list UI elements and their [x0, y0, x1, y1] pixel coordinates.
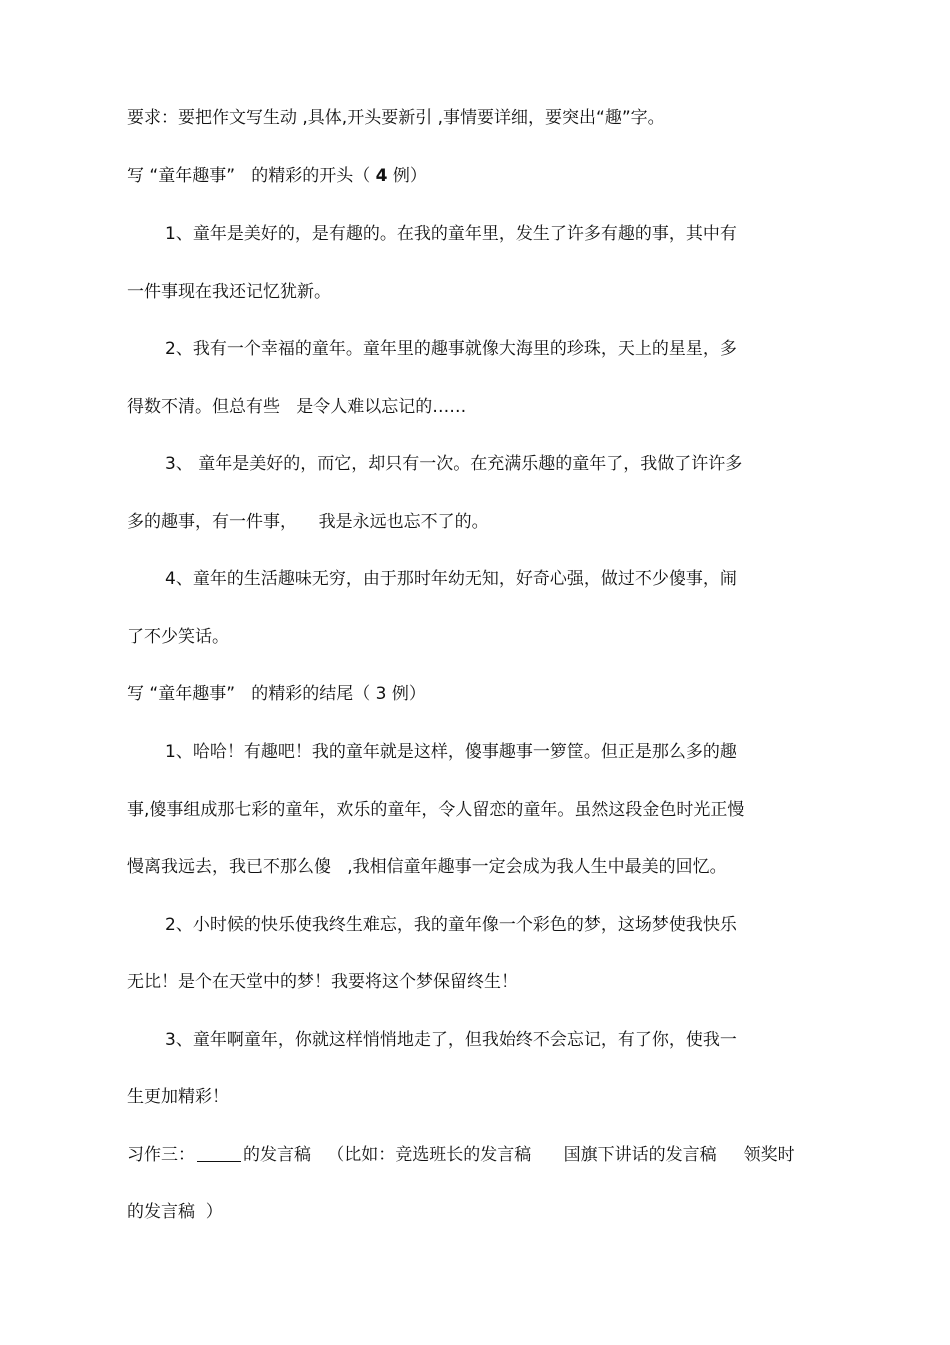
ending-3-line-2: 生更加精彩！ — [127, 1087, 229, 1107]
opening-1-line-2: 一件事现在我还记忆犹新。 — [127, 282, 331, 302]
ending-1-line-2: 事,傻事组成那七彩的童年，欢乐的童年，令人留恋的童年。虽然这段金色时光正慢 — [127, 800, 745, 820]
openings-heading-text: 写 “童年趣事” 的精彩的开头（ — [127, 166, 376, 186]
openings-count: 4 — [375, 166, 388, 186]
fill-in-blank — [197, 1145, 241, 1162]
ending-2-line-2: 无比！是个在天堂中的梦！我要将这个梦保留终生！ — [127, 972, 518, 992]
endings-heading-text: 写 “童年趣事” 的精彩的结尾（ — [127, 684, 376, 704]
endings-heading-suffix: 例） — [386, 684, 426, 704]
opening-4-line-2: 了不少笑话。 — [127, 627, 229, 647]
exercise3-line-2: 的发言稿 ） — [127, 1202, 223, 1222]
exercise3-text: 的发言稿 （比如：竞选班长的发言稿 国旗下讲话的发言稿 领奖时 — [243, 1145, 795, 1165]
opening-3-line-2: 多的趣事，有一件事， 我是永远也忘不了的。 — [127, 512, 489, 532]
endings-heading — [127, 682, 426, 706]
opening-2-line-2: 得数不清。但总有些 是令人难以忘记的…… — [127, 397, 467, 417]
ending-1-line-1: 1、哈哈！有趣吧！我的童年就是这样，傻事趣事一箩筐。但正是那么多的趣 — [165, 742, 737, 762]
openings-heading-suffix: 例） — [387, 166, 427, 186]
endings-count: 3 — [375, 684, 387, 704]
ending-2-line-1: 2、小时候的快乐使我终生难忘，我的童年像一个彩色的梦，这场梦使我快乐 — [165, 915, 737, 935]
requirement-line: 要求：要把作文写生动 ,具体,开头要新引 ,事情要详细，要突出“趣”字。 — [127, 108, 665, 128]
opening-3-line-1: 3、 童年是美好的，而它，却只有一次。在充满乐趣的童年了，我做了许许多 — [165, 454, 743, 474]
opening-4-line-1: 4、童年的生活趣味无穷，由于那时年幼无知，好奇心强，做过不少傻事，闹 — [165, 569, 737, 589]
opening-1-line-1: 1、童年是美好的，是有趣的。在我的童年里，发生了许多有趣的事，其中有 — [165, 224, 737, 244]
ending-1-line-3: 慢离我远去，我已不那么傻 ,我相信童年趣事一定会成为我人生中最美的回忆。 — [127, 857, 727, 877]
openings-heading — [127, 164, 427, 188]
exercise3-label: 习作三： — [127, 1145, 195, 1165]
ending-3-line-1: 3、童年啊童年，你就这样悄悄地走了，但我始终不会忘记，有了你，使我一 — [165, 1030, 737, 1050]
opening-2-line-1: 2、我有一个幸福的童年。童年里的趣事就像大海里的珍珠，天上的星星，多 — [165, 339, 737, 359]
exercise3-line-1 — [127, 1143, 795, 1167]
